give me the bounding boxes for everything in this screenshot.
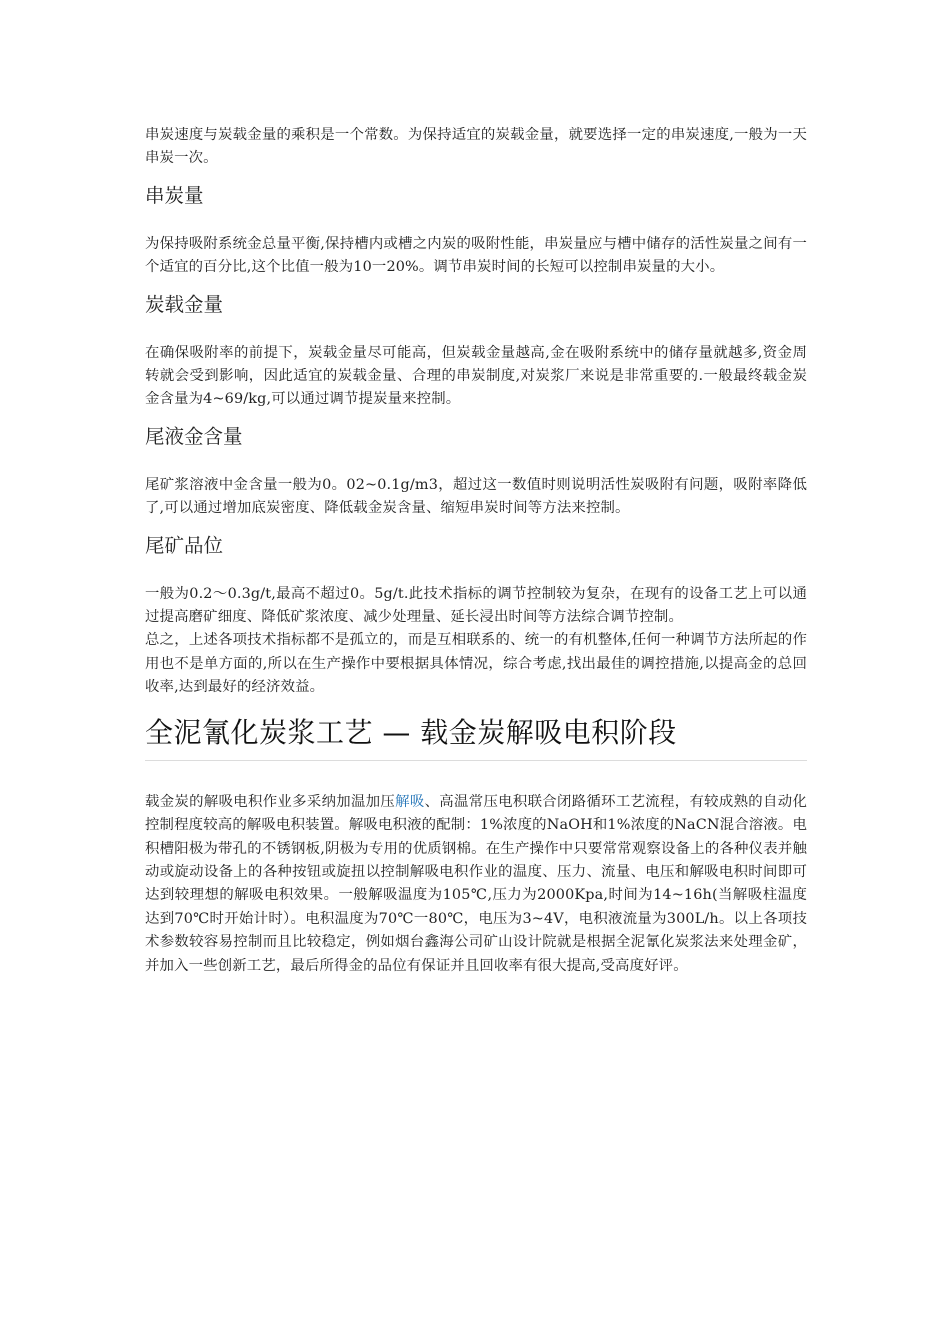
final-paragraph-text-before-link: 载金炭的解吸电积作业多采纳加温加压 [145,793,396,810]
intro-paragraph: 串炭速度与炭载金量的乘积是一个常数。为保持适宜的炭载金量，就要选择一定的串炭速度,一般为一天串炭一次。 [145,127,807,167]
section-body-carbon-transfer-amount: 为保持吸附系统金总量平衡,保持槽内或槽之内炭的吸附性能，串炭量应与槽中储存的活性炭量之间有一个适宜的百分比,这个比值一般为10一20%。调节串炭时间的长短可以控制串炭量的大小。 [145,235,807,276]
title-divider [145,760,807,761]
final-paragraph-text-after-link: 、高温常压电积联合闭路循环工艺流程，有较成熟的自动化控制程度较高的解吸电积装置。解吸电积液的配制：1%浓度的NaOH和1%浓度的NaCN混合溶液。电积槽阳极为带孔的不锈钢板,阴极为专用的优质钢棉。在生产操作中只要常常观察设备上的各种仪表并触动或旋动设备上的各种按钮或旋扭以控制解吸电积作业的温度、压力、流量、电压和解吸电积时间即可达到较理想的解吸电积效果。一般解吸温度为105℃,压力为2000Kpa,时间为14~16h(当解吸柱温度达到70℃时开始计时）。电积温度为70℃一80℃，电压为3~4V，电积液流量为300L/h。以上各项技术参数较容易控制而且比较稳定，例如烟台鑫海公司矿山设计院就是根据全泥氰化炭浆法来处理金矿，并加入一些创新工艺，最后所得金的品位有保证并且回收率有很大提高,受高度好评。 [145,793,807,974]
section-title-carbon-transfer-amount: 串炭量 [145,183,204,207]
section-body-tail-liquid-gold: 尾矿浆溶液中金含量一般为0。02~0.1g/m3，超过这一数值时则说明活性炭吸附有问题，吸附率降低了,可以通过增加底炭密度、降低载金炭含量、缩短串炭时间等方法来控制。 [145,476,807,517]
section-title-tailings-grade: 尾矿品位 [145,533,224,557]
section-body-tailings-grade: 一般为0.2～0.3g/t,最高不超过0。5g/t.此技术指标的调节控制较为复杂，在现有的设备工艺上可以通过提高磨矿细度、降低矿浆浓度、减少处理量、延长浸出时间等方法综合调节控制。 [145,585,807,626]
final-paragraph [145,791,807,978]
section-title-tail-liquid-gold: 尾液金含量 [145,424,243,448]
section-body-carbon-gold-loading: 在确保吸附率的前提下，炭载金量尽可能高，但炭载金量越高,金在吸附系统中的储存量就越多,资金周转就会受到影响，因此适宜的炭载金量、合理的串炭制度,对炭浆厂来说是非常重要的.一般最终载金炭金含量为4~69/kg,可以通过调节提炭量来控制。 [145,344,807,408]
section-title-carbon-gold-loading: 炭载金量 [145,292,224,316]
main-title: 全泥氰化炭浆工艺 — 载金炭解吸电积阶段 [145,715,677,749]
desorption-link[interactable]: 解吸 [395,793,425,810]
summary-paragraph: 总之，上述各项技术指标都不是孤立的，而是互相联系的、统一的有机整体,任何一种调节方法所起的作用也不是单方面的,所以在生产操作中要根据具体情况，综合考虑,找出最佳的调控措施,以提高金的总回收率,达到最好的经济效益。 [145,632,807,696]
document-page [145,124,807,978]
